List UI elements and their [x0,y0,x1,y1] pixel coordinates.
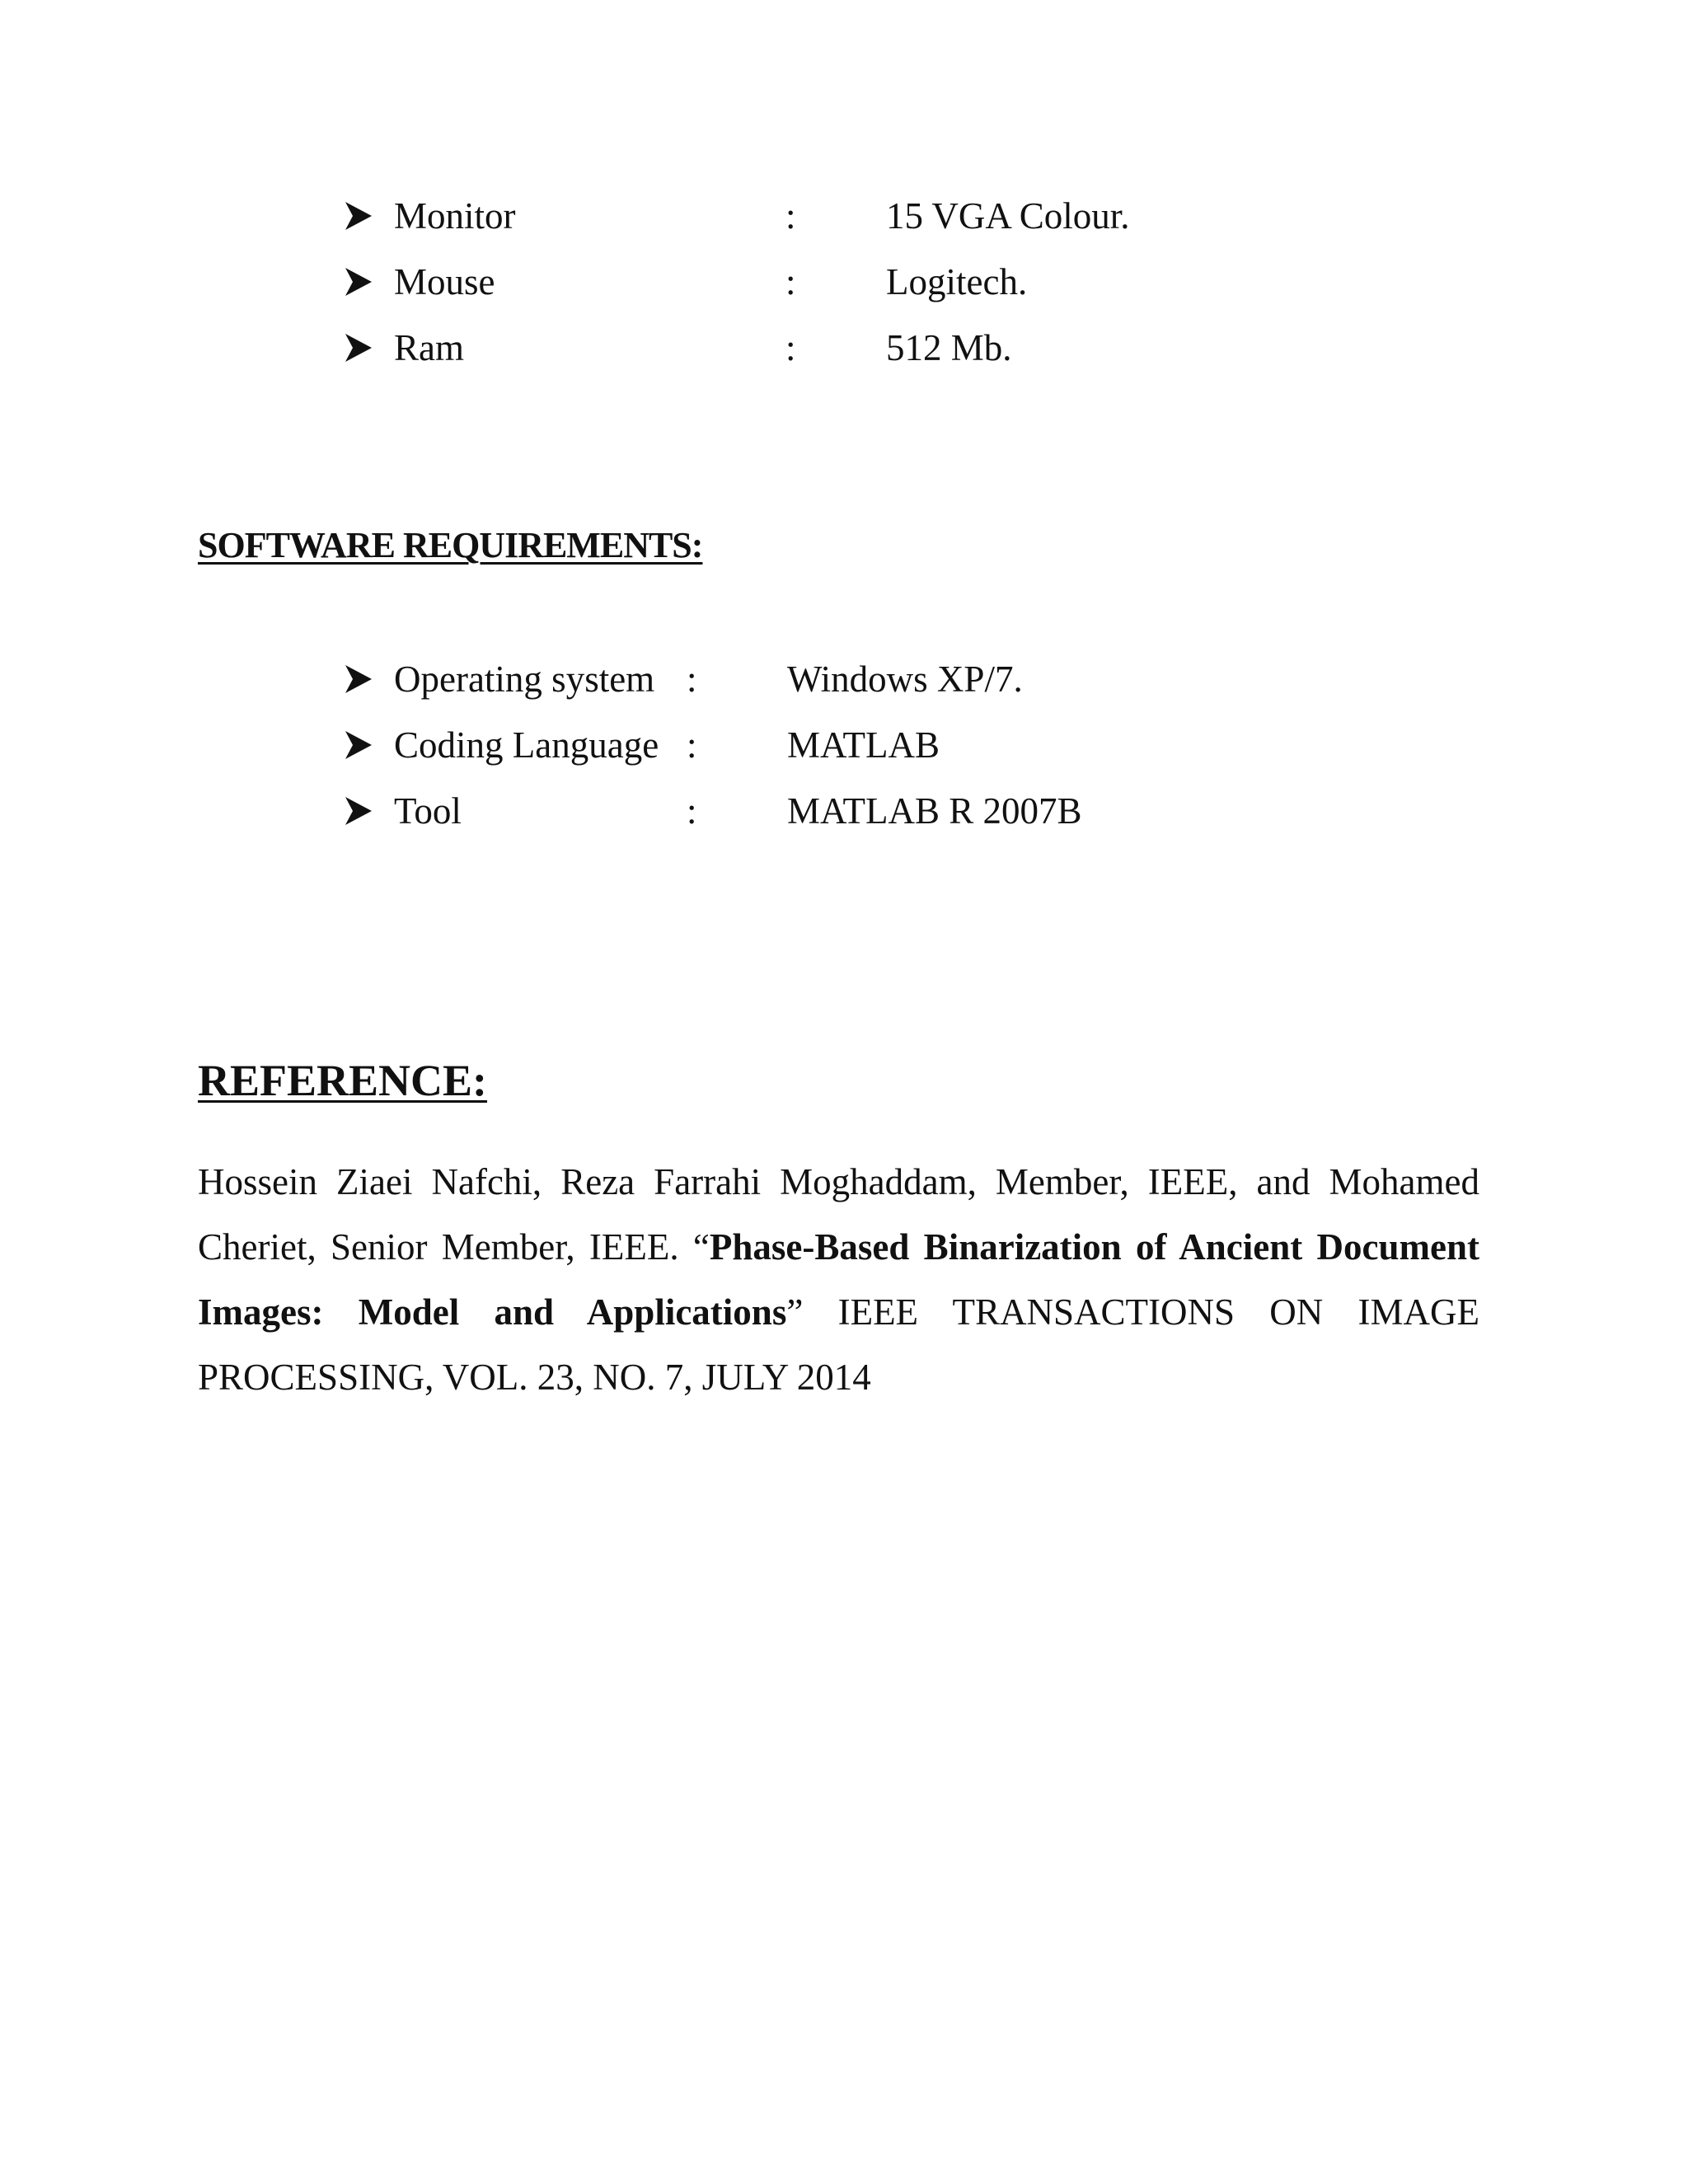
requirement-colon: : [687,658,697,700]
reference-authors: Hossein Ziaei Nafchi, Reza Farrahi Moghaddam, Member, IEEE, and Mohamed Cheriet, Senior Member, IEEE. [198,1161,1479,1268]
arrowhead-bullet-icon [342,720,375,770]
reference-heading: REFERENCE: [198,1056,488,1105]
requirement-value: 512 Mb. [886,327,1012,368]
arrowhead-bullet-icon [342,257,375,307]
requirement-label: Tool [394,790,462,832]
requirement-colon: : [687,724,697,766]
arrowhead-bullet-icon [342,191,375,241]
software-requirements-heading: SOFTWARE REQUIREMENTS: [198,525,703,565]
requirement-colon: : [785,327,796,368]
arrowhead-bullet-icon [342,323,375,373]
requirement-value: Windows XP/7. [787,658,1023,700]
arrowhead-bullet-icon [342,786,375,836]
requirement-colon: : [785,261,796,302]
requirement-value: Logitech. [886,261,1028,302]
requirement-label: Monitor [394,195,516,237]
reference-citation [198,1150,1479,1410]
requirement-value: 15 VGA Colour. [886,195,1130,237]
reference-open-quote: “ [692,1226,710,1268]
reference-journal: IEEE TRANSACTIONS ON IMAGE PROCESSING, VOL. 23, NO. 7, JULY 2014 [198,1291,1480,1398]
requirement-colon: : [785,195,796,237]
requirement-label: Ram [394,327,464,368]
requirement-value: MATLAB R 2007B [787,790,1082,832]
reference-title: Phase-Based Binarization of Ancient Document Images: Model and Applications [198,1226,1479,1333]
arrowhead-bullet-icon [342,654,375,704]
requirement-label: Operating system [394,658,655,700]
requirement-value: MATLAB [787,724,940,766]
reference-close-quote: ” [786,1291,804,1333]
requirement-label: Coding Language [394,724,659,766]
requirement-colon: : [687,790,697,832]
requirement-label: Mouse [394,261,495,302]
